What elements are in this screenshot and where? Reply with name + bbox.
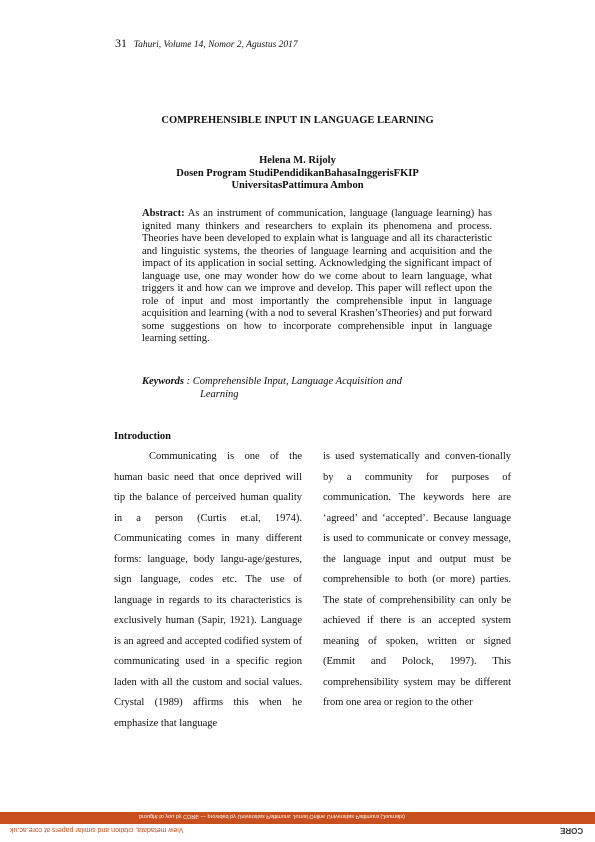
footer-bar-text: brought to you by CORE — provided by Universitas Pattimura: Jurnal Online Universitas Pattimura (Journals) — [139, 813, 405, 819]
core-footer-bar[interactable] — [0, 812, 595, 824]
author-block — [0, 155, 595, 193]
core-logo-text: CORE — [559, 826, 583, 835]
introduction-right-column — [323, 447, 511, 714]
author-name: Helena M. Rijoly — [259, 155, 336, 166]
paper-title: COMPREHENSIBLE INPUT IN LANGUAGE LEARNING — [161, 115, 434, 126]
abstract-label: Abstract: — [142, 208, 185, 219]
core-logo[interactable] — [560, 826, 583, 835]
page-number: 31 — [115, 36, 127, 50]
author-institution: UniversitasPattimura Ambon — [231, 180, 364, 191]
journal-citation: Tahuri, Volume 14, Nomor 2, Agustus 2017 — [133, 40, 298, 50]
paragraph: Communicating is one of the human basic need that once deprived will tip the balance of perceived human quality in a person (Curtis et.al, 1974). Communicating comes in many different forms: language, body langu-age/gestures, sign language, codes etc. The use of language in regards to its characteristics is exclusively human (Sapir, 1921). Language is an agreed and accepted codified system of communicating used in a specific region laden with all the custom and social values. Crystal (1989) affirms this when he emphasize that language — [114, 451, 302, 729]
section-heading-introduction: Introduction — [114, 431, 171, 442]
paragraph: is used systematically and conven-tionally by a community for purposes of communication. The keywords here are ‘agreed’ and ‘accepted’. Because language is used to communicate or convey message, the language input and output must be comprehensible to both (or more) parties. The state of comprehensibility can only be achieved if there is an accepted system meaning of spoken, written or signed (Emmit and Polock, 1997). This comprehensibility system may be different from one area or region to the other — [323, 451, 511, 708]
introduction-left-column — [114, 447, 302, 734]
running-header — [115, 36, 298, 51]
author-affiliation: Dosen Program StudiPendidikanBahasaInggerisFKIP — [176, 167, 419, 179]
keywords-line2: Learning — [200, 388, 239, 400]
keywords-line1: : Comprehensible Input, Language Acquisition and — [184, 376, 402, 387]
keywords-label: Keywords — [142, 376, 184, 387]
keywords — [142, 376, 492, 401]
abstract-text: As an instrument of communication, language (language learning) has ignited many thinkers and researchers to explain its phenomena and process. Theories have been developed to explain what is language and all its characteristic and linguistic systems, the theories of language learning and acquisition and the impact of its application in social setting. Acknowledging the significant impact of language use, one may wonder how do we come about to learn language, what triggers it and how can we improve and develop. This paper will reflect upon the role of input and most importantly the comprehensible input in language acquisition and learning (with a nod to several Krashen’sTheories) and put forward some suggestions on how to incorporate comprehensible input in language learning setting. — [142, 208, 492, 344]
metadata-link[interactable]: View metadata, citation and similar papers at core.ac.uk — [10, 826, 184, 833]
abstract — [142, 208, 492, 346]
